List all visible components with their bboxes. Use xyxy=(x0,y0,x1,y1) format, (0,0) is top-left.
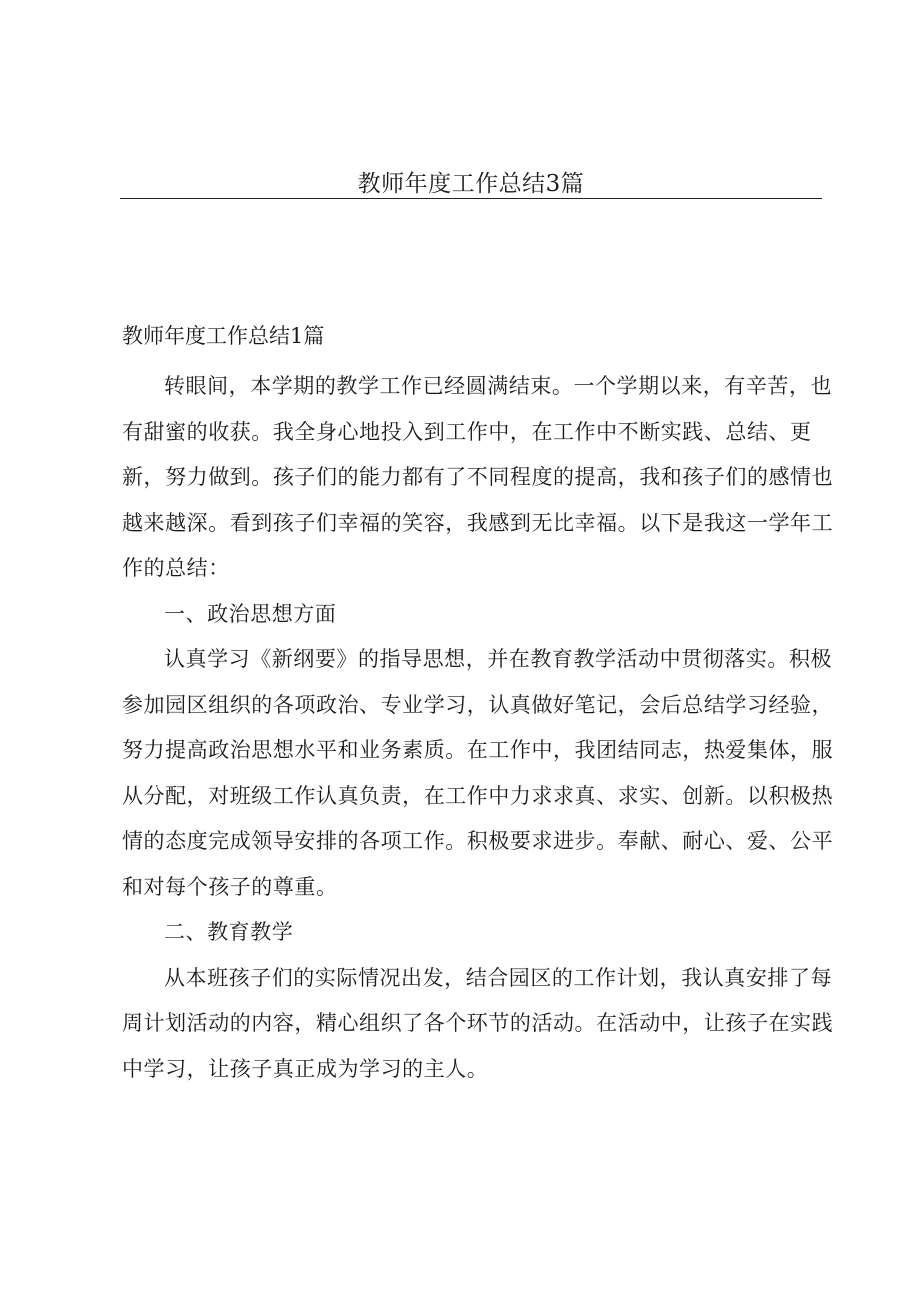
title-underline xyxy=(120,198,822,199)
paragraph-intro: 转眼间，本学期的教学工作已经圆满结束。一个学期以来，有辛苦，也有甜蜜的收获。我全身心地投入到工作中，在工作中不断实践、总结、更新，努力做到。孩子们的能力都有了不同程度的提高，我和孩子们的感情也越来越深。看到孩子们幸福的笑容，我感到无比幸福。以下是我这一学年工作的总结： xyxy=(122,374,834,580)
subheading-teaching: 二、教育教学 xyxy=(164,920,294,944)
document-title: 教师年度工作总结3篇 xyxy=(357,171,585,197)
section-heading: 教师年度工作总结1篇 xyxy=(122,324,325,348)
paragraph-teaching: 从本班孩子们的实际情况出发，结合园区的工作计划，我认真安排了每周计划活动的内容，精心组织了各个环节的活动。在活动中，让孩子在实践中学习，让孩子真正成为学习的主人。 xyxy=(122,965,834,1081)
subheading-politics: 一、政治思想方面 xyxy=(164,601,337,626)
document-body xyxy=(122,364,852,1092)
paragraph-politics: 认真学习《新纲要》的指导思想，并在教育教学活动中贯彻落实。积极参加园区组织的各项政治、专业学习，认真做好笔记，会后总结学习经验，努力提高政治思想水平和业务素质。在工作中，我团结同志，热爱集体，服从分配，对班级工作认真负责，在工作中力求求真、求实、创新。以积极热情的态度完成领导安排的各项工作。积极要求进步。奉献、耐心、爱、公平和对每个孩子的尊重。 xyxy=(122,647,834,899)
